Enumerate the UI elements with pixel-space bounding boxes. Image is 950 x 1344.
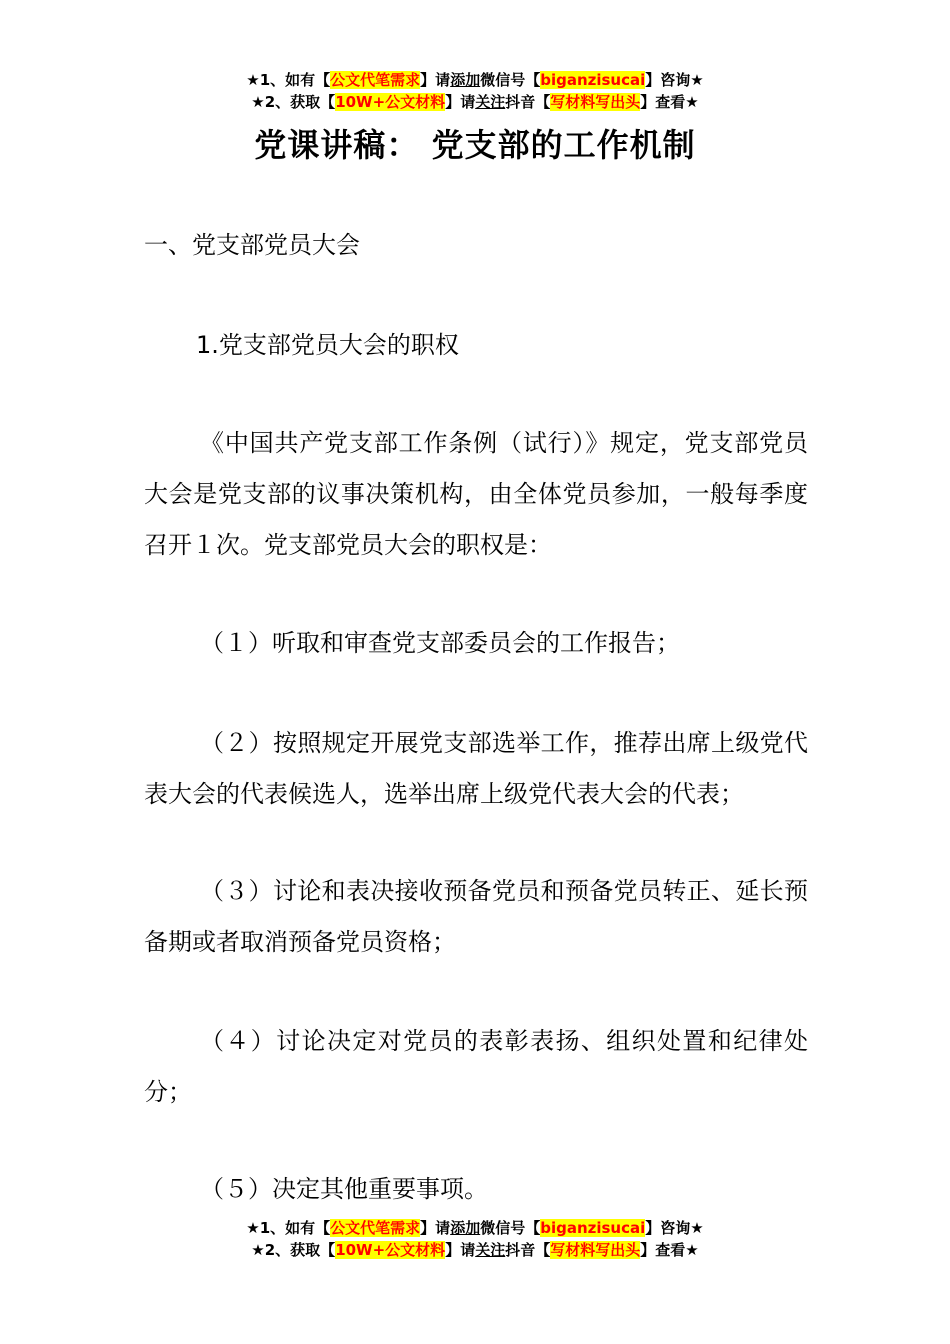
banner-text: 微信号【 <box>480 1219 541 1237</box>
banner-line-2 <box>0 91 950 113</box>
banner-underlined: 添加 <box>450 1219 481 1237</box>
header-banner <box>0 69 950 113</box>
banner-highlight: biganzisucai <box>540 71 646 89</box>
banner-highlight: 写材料写出头 <box>550 1241 641 1259</box>
banner-line-1 <box>0 69 950 91</box>
banner-text: 】查看★ <box>640 1241 699 1259</box>
banner-text: ★2、获取【 <box>251 93 336 111</box>
banner-text: 】请 <box>445 1241 476 1259</box>
list-item-1: （１）听取和审查党支部委员会的工作报告； <box>200 629 680 657</box>
banner-text: 】咨询★ <box>645 71 704 89</box>
banner-text: 抖音【 <box>505 1241 551 1259</box>
list-item-3: （３）讨论和表决接收预备党员和预备党员转正、延长预备期或者取消预备党员资格； <box>144 877 808 956</box>
banner-text: 】请 <box>420 71 451 89</box>
banner-text: 】请 <box>445 93 476 111</box>
banner-highlight: 写材料写出头 <box>550 93 641 111</box>
banner-highlight: biganzisucai <box>540 1219 646 1237</box>
section-heading: 一、党支部党员大会 <box>144 231 360 259</box>
list-item-2: （２）按照规定开展党支部选举工作，推荐出席上级党代表大会的代表候选人，选举出席上级党代表大会的代表； <box>144 729 808 808</box>
banner-text: ★1、如有【 <box>246 1219 331 1237</box>
list-item-4: （４）讨论决定对党员的表彰表扬、组织处置和纪律处分； <box>144 1027 808 1106</box>
banner-text: 抖音【 <box>505 93 551 111</box>
banner-text: ★1、如有【 <box>246 71 331 89</box>
banner-text: 】查看★ <box>640 93 699 111</box>
banner-text: ★2、获取【 <box>251 1241 336 1259</box>
banner-underlined: 关注 <box>475 93 506 111</box>
banner-underlined: 关注 <box>475 1241 506 1259</box>
banner-line-2 <box>0 1239 950 1261</box>
banner-text: 】咨询★ <box>645 1219 704 1237</box>
banner-highlight: 10W+公文材料 <box>335 93 446 111</box>
banner-text: 】请 <box>420 1219 451 1237</box>
banner-text: 微信号【 <box>480 71 541 89</box>
list-item-5: （５）决定其他重要事项。 <box>200 1175 488 1203</box>
intro-paragraph: 《中国共产党支部工作条例（试行）》规定，党支部党员大会是党支部的议事决策机构，由全体党员参加，一般每季度召开１次。党支部党员大会的职权是： <box>144 429 808 559</box>
subsection-heading: 1.党支部党员大会的职权 <box>196 331 459 359</box>
banner-line-1 <box>0 1217 950 1239</box>
page-title: 党课讲稿： 党支部的工作机制 <box>254 126 696 164</box>
banner-underlined: 添加 <box>450 71 481 89</box>
banner-highlight: 公文代笔需求 <box>330 71 421 89</box>
banner-highlight: 公文代笔需求 <box>330 1219 421 1237</box>
footer-banner <box>0 1217 950 1261</box>
banner-highlight: 10W+公文材料 <box>335 1241 446 1259</box>
